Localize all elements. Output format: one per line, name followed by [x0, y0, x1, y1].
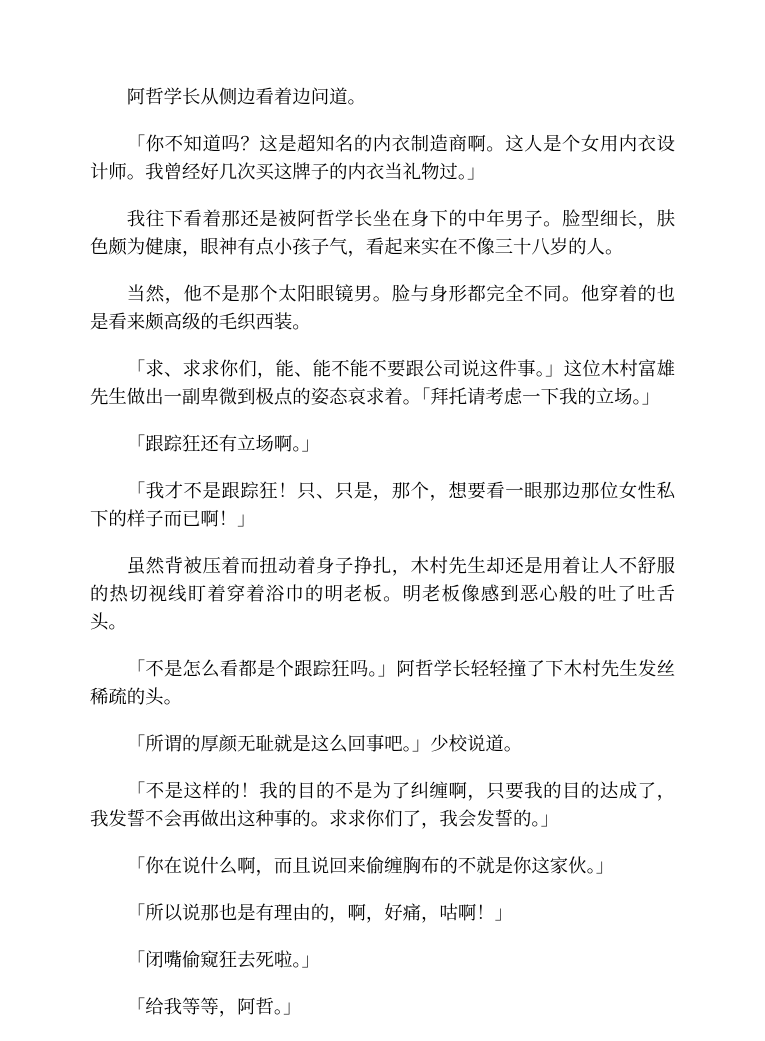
paragraph: 「你不知道吗？这是超知名的内衣制造商啊。这人是个女用内衣设计师。我曾经好几次买这牌子的内衣当礼物过。」	[90, 134, 675, 183]
paragraph: 「所以说那也是有理由的，啊，好痛，咕啊！」	[126, 903, 514, 924]
paragraph: 「求、求求你们，能、能不能不要跟公司说这件事。」这位木村富雄先生做出一副卑微到极点的姿态哀求着。「拜托请考虑一下我的立场。」	[90, 359, 675, 408]
paragraph: 「我才不是跟踪狂！只、只是，那个，想要看一眼那边那位女性私下的样子而已啊！」	[90, 481, 675, 530]
paragraph: 「所谓的厚颜无耻就是这么回事吧。」少校说道。	[126, 734, 523, 755]
paragraph: 「跟踪狂还有立场啊。」	[126, 434, 320, 455]
paragraph: 当然，他不是那个太阳眼镜男。脸与身形都完全不同。他穿着的也是看来颇高级的毛织西装。	[90, 284, 675, 333]
paragraph: 虽然背被压着而扭动着身子挣扎，木村先生却还是用着让人不舒服的热切视线盯着穿着浴巾的明老板。明老板像感到恶心般的吐了吐舌头。	[90, 556, 675, 633]
document-page	[90, 84, 675, 1041]
paragraph: 我往下看着那还是被阿哲学长坐在身下的中年男子。脸型细长，肤色颇为健康，眼神有点小孩子气，看起来实在不像三十八岁的人。	[90, 209, 675, 258]
paragraph: 「不是怎么看都是个跟踪狂吗。」阿哲学长轻轻撞了下木村先生发丝稀疏的头。	[90, 659, 675, 708]
paragraph: 「闭嘴偷窥狂去死啦。」	[126, 950, 320, 971]
paragraph: 「给我等等，阿哲。」	[126, 997, 302, 1018]
paragraph: 「不是这样的！我的目的不是为了纠缠啊，只要我的目的达成了，我发誓不会再做出这种事的。求求你们了，我会发誓的。」	[90, 781, 675, 830]
paragraph: 「你在说什么啊，而且说回来偷缠胸布的不就是你这家伙。」	[126, 856, 615, 877]
paragraph: 阿哲学长从侧边看着边问道。	[126, 87, 366, 108]
